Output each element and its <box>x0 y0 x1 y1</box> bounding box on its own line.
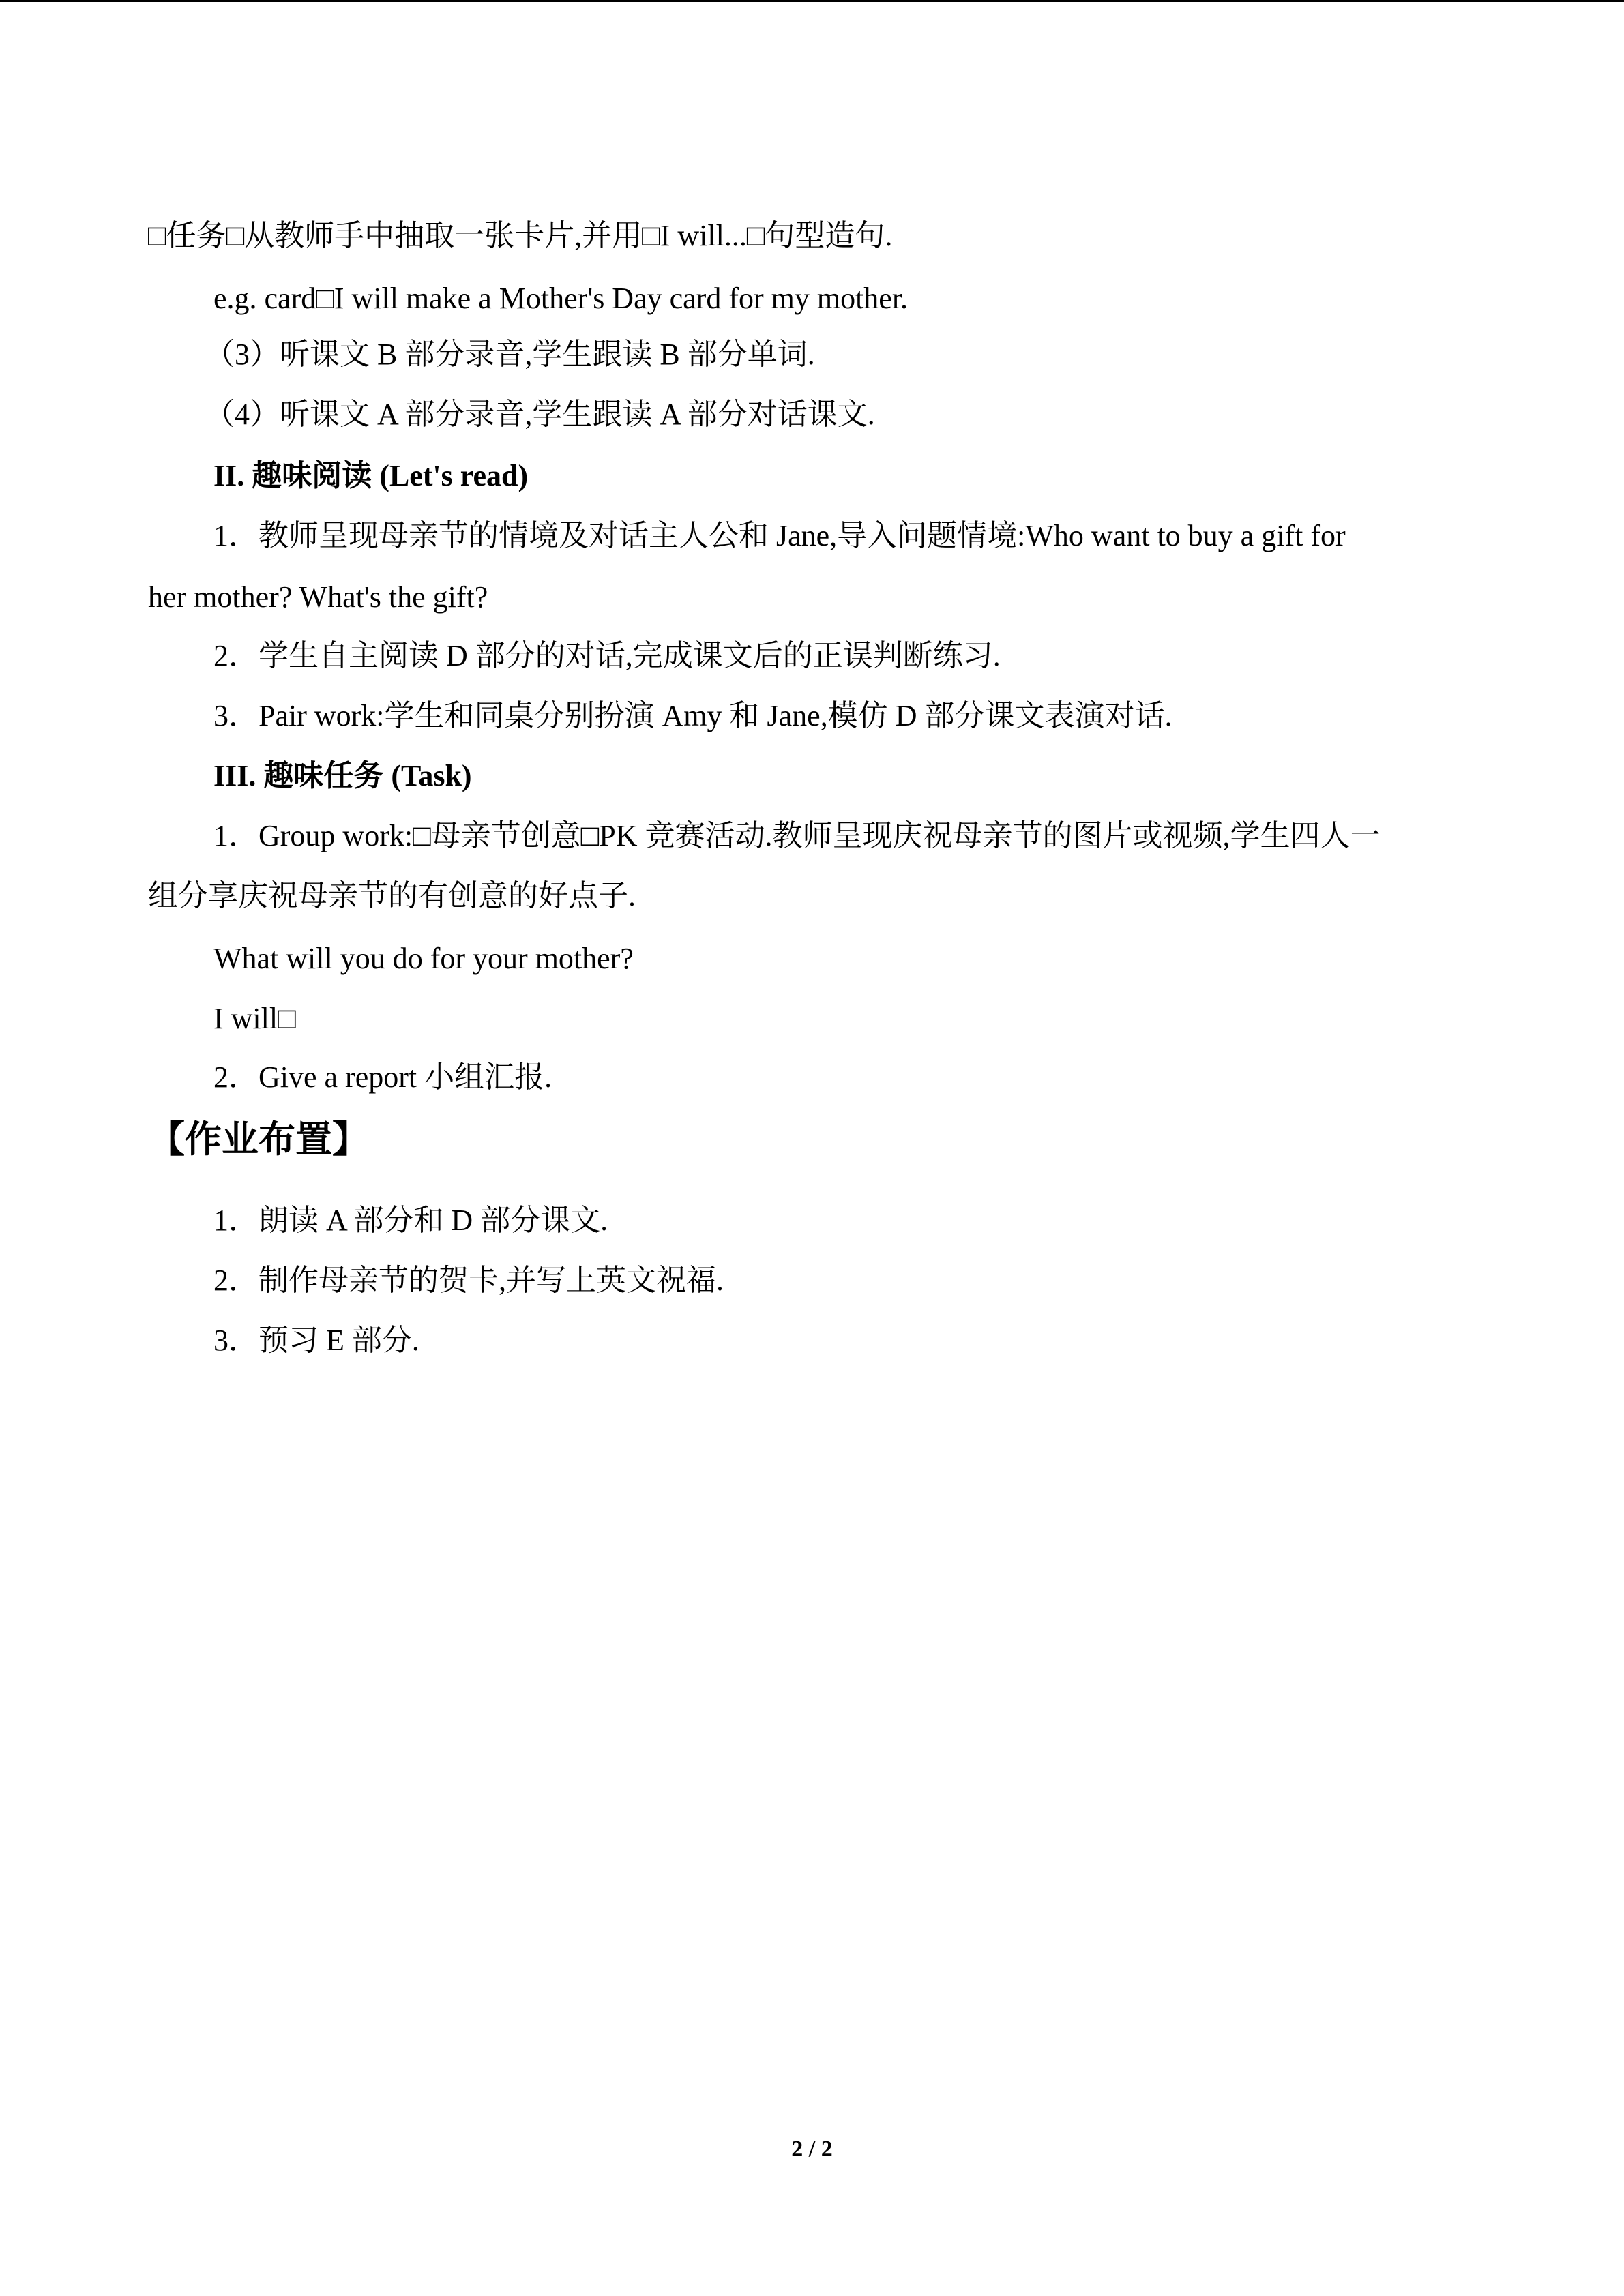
reading-item-1-line-2: her mother? What's the gift? <box>148 580 488 614</box>
step-3-line: （3）听课文 B 部分录音,学生跟读 B 部分单词. <box>205 338 815 371</box>
reading-item-1-line-1 <box>213 517 1477 555</box>
step-4-line: （4）听课文 A 部分录音,学生跟读 A 部分对话课文. <box>205 398 875 431</box>
homework-heading: 【作业布置】 <box>148 1118 369 1161</box>
task-instruction-line: □任务□从教师手中抽取一张卡片,并用□I will...□句型造句. <box>148 219 893 252</box>
page-number: 2 / 2 <box>791 2136 833 2162</box>
question-line: What will you do for your mother? <box>213 942 634 975</box>
task-item-2: 2．Give a report 小组汇报. <box>213 1060 552 1094</box>
section-heading-lets-read: II. 趣味阅读 (Let's read) <box>213 459 529 492</box>
example-sentence-line: e.g. card□I will make a Mother's Day card for my mother. <box>213 282 909 315</box>
homework-item-2: 2．制作母亲节的贺卡,并写上英文祝福. <box>213 1264 724 1297</box>
homework-item-1: 1．朗读 A 部分和 D 部分课文. <box>213 1204 608 1237</box>
task-item-1-line-1: 1．Group work:□母亲节创意□PK 竞赛活动.教师呈现庆祝母亲节的图片或视频,学生四人一 <box>213 819 1381 852</box>
task-item-1-line-2: 组分享庆祝母亲节的有创意的好点子. <box>148 879 636 912</box>
reading-item-1-text: 1．教师呈现母亲节的情境及对话主人公和 Jane,导入问题情境:Who want to buy a gift for <box>213 519 1346 552</box>
reading-item-2: 2．学生自主阅读 D 部分的对话,完成课文后的正误判断练习. <box>213 639 1001 672</box>
homework-item-3: 3．预习 E 部分. <box>213 1324 419 1357</box>
answer-line: I will□ <box>213 1002 296 1035</box>
reading-item-3: 3．Pair work:学生和同桌分别扮演 Amy 和 Jane,模仿 D 部分课文表演对话. <box>213 699 1172 732</box>
section-heading-task: III. 趣味任务 (Task) <box>213 759 472 792</box>
